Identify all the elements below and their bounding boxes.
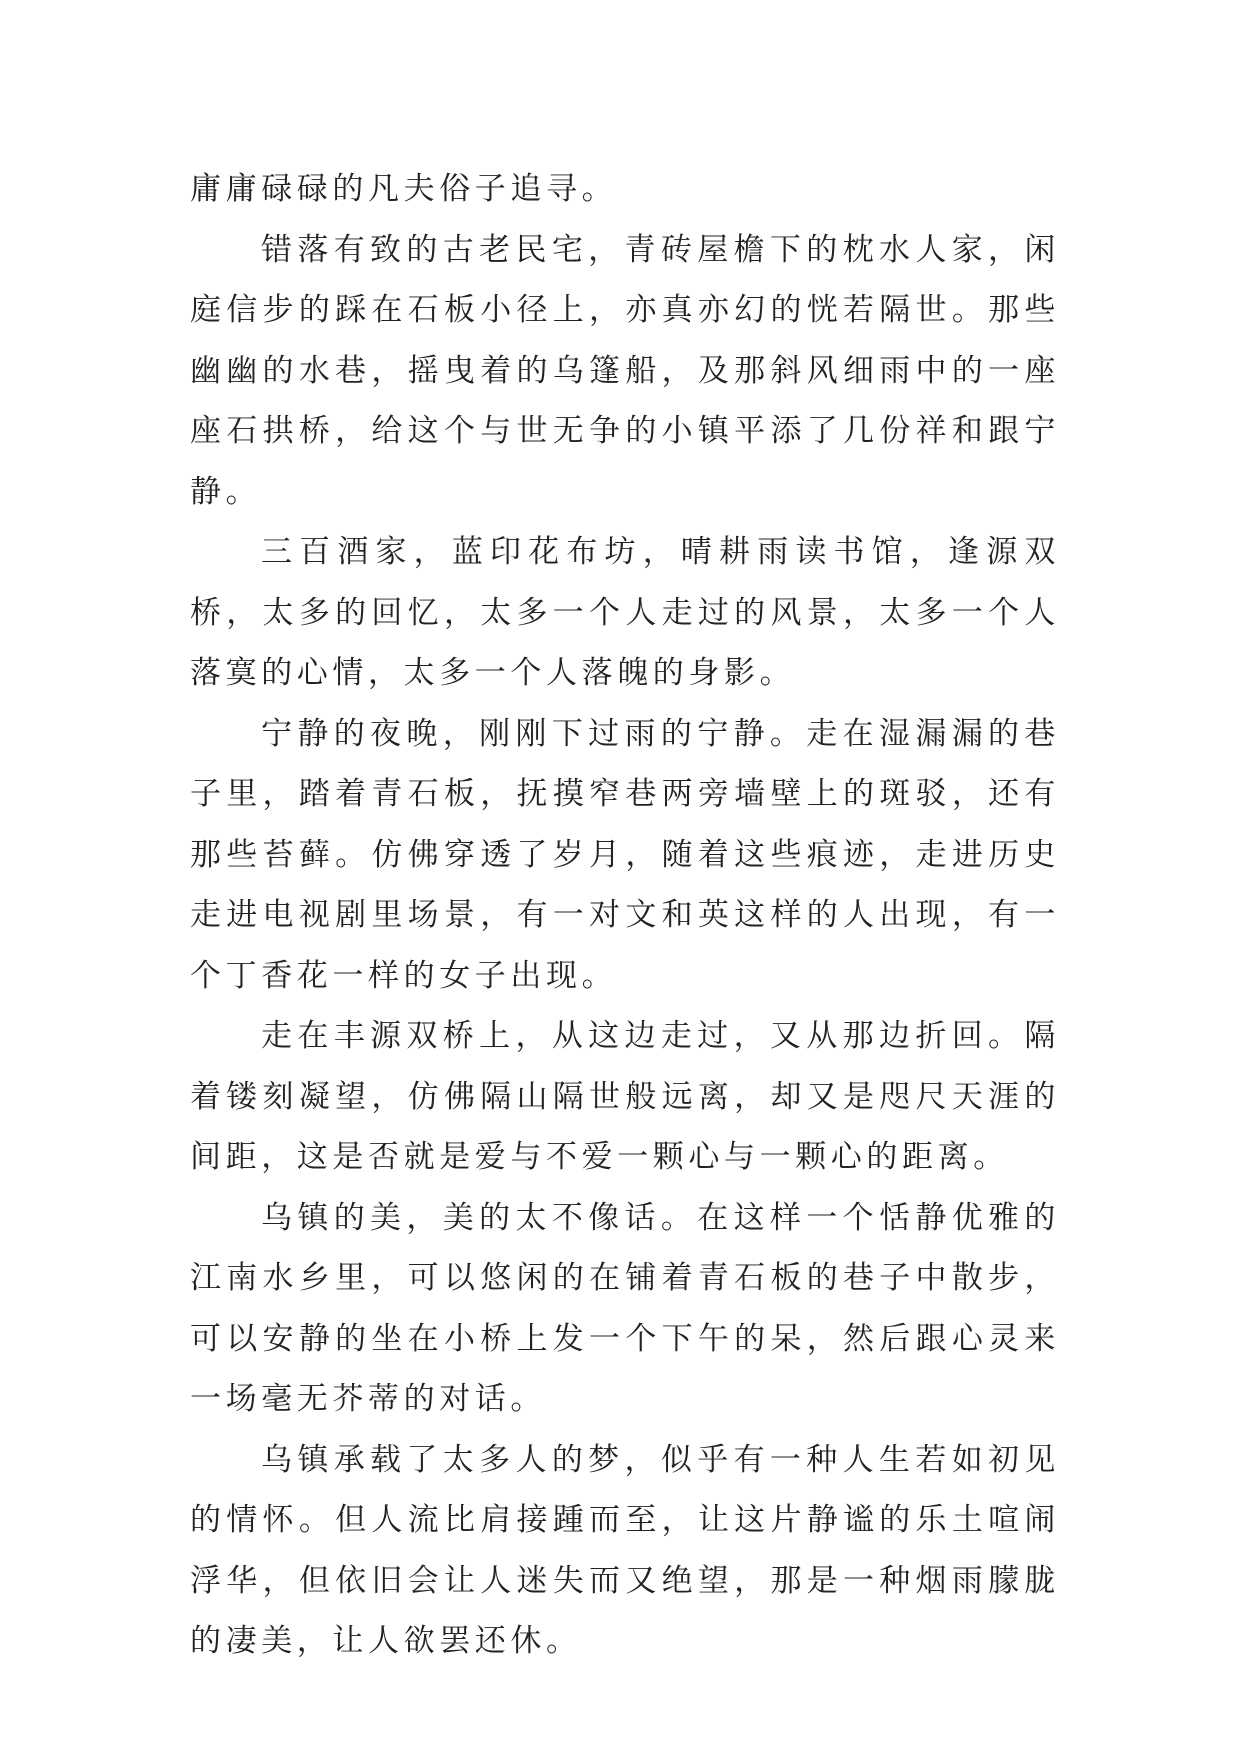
paragraph: 乌镇承载了太多人的梦，似乎有一种人生若如初见的情怀。但人流比肩接踵而至，让这片静谧的乐土喧闹浮华，但依旧会让人迷失而又绝望，那是一种烟雨朦胧的凄美，让人欲罢还休。 xyxy=(190,1441,1060,1659)
document-body xyxy=(190,159,1060,1672)
paragraph-continuation: 庸庸碌碌的凡夫俗子追寻。 xyxy=(190,171,618,207)
paragraph: 三百酒家，蓝印花布坊，晴耕雨读书馆，逢源双桥，太多的回忆，太多一个人走过的风景，太多一个人落寞的心情，太多一个人落魄的身影。 xyxy=(190,534,1060,691)
paragraph: 走在丰源双桥上，从这边走过，又从那边折回。隔着镂刻凝望，仿佛隔山隔世般远离，却又是咫尺天涯的间距，这是否就是爱与不爱一颗心与一颗心的距离。 xyxy=(190,1018,1060,1175)
paragraph: 错落有致的古老民宅，青砖屋檐下的枕水人家，闲庭信步的踩在石板小径上，亦真亦幻的恍若隔世。那些幽幽的水巷，摇曳着的乌篷船，及那斜风细雨中的一座座石拱桥，给这个与世无争的小镇平添了几份祥和跟宁静。 xyxy=(190,231,1060,510)
paragraph: 乌镇的美，美的太不像话。在这样一个恬静优雅的江南水乡里，可以悠闲的在铺着青石板的巷子中散步，可以安静的坐在小桥上发一个下午的呆，然后跟心灵来一场毫无芥蒂的对话。 xyxy=(190,1199,1060,1417)
paragraph: 宁静的夜晚，刚刚下过雨的宁静。走在湿漏漏的巷子里，踏着青石板，抚摸窄巷两旁墙壁上的斑驳，还有那些苔藓。仿佛穿透了岁月，随着这些痕迹，走进历史走进电视剧里场景，有一对文和英这样的人出现，有一个丁香花一样的女子出现。 xyxy=(190,715,1060,994)
